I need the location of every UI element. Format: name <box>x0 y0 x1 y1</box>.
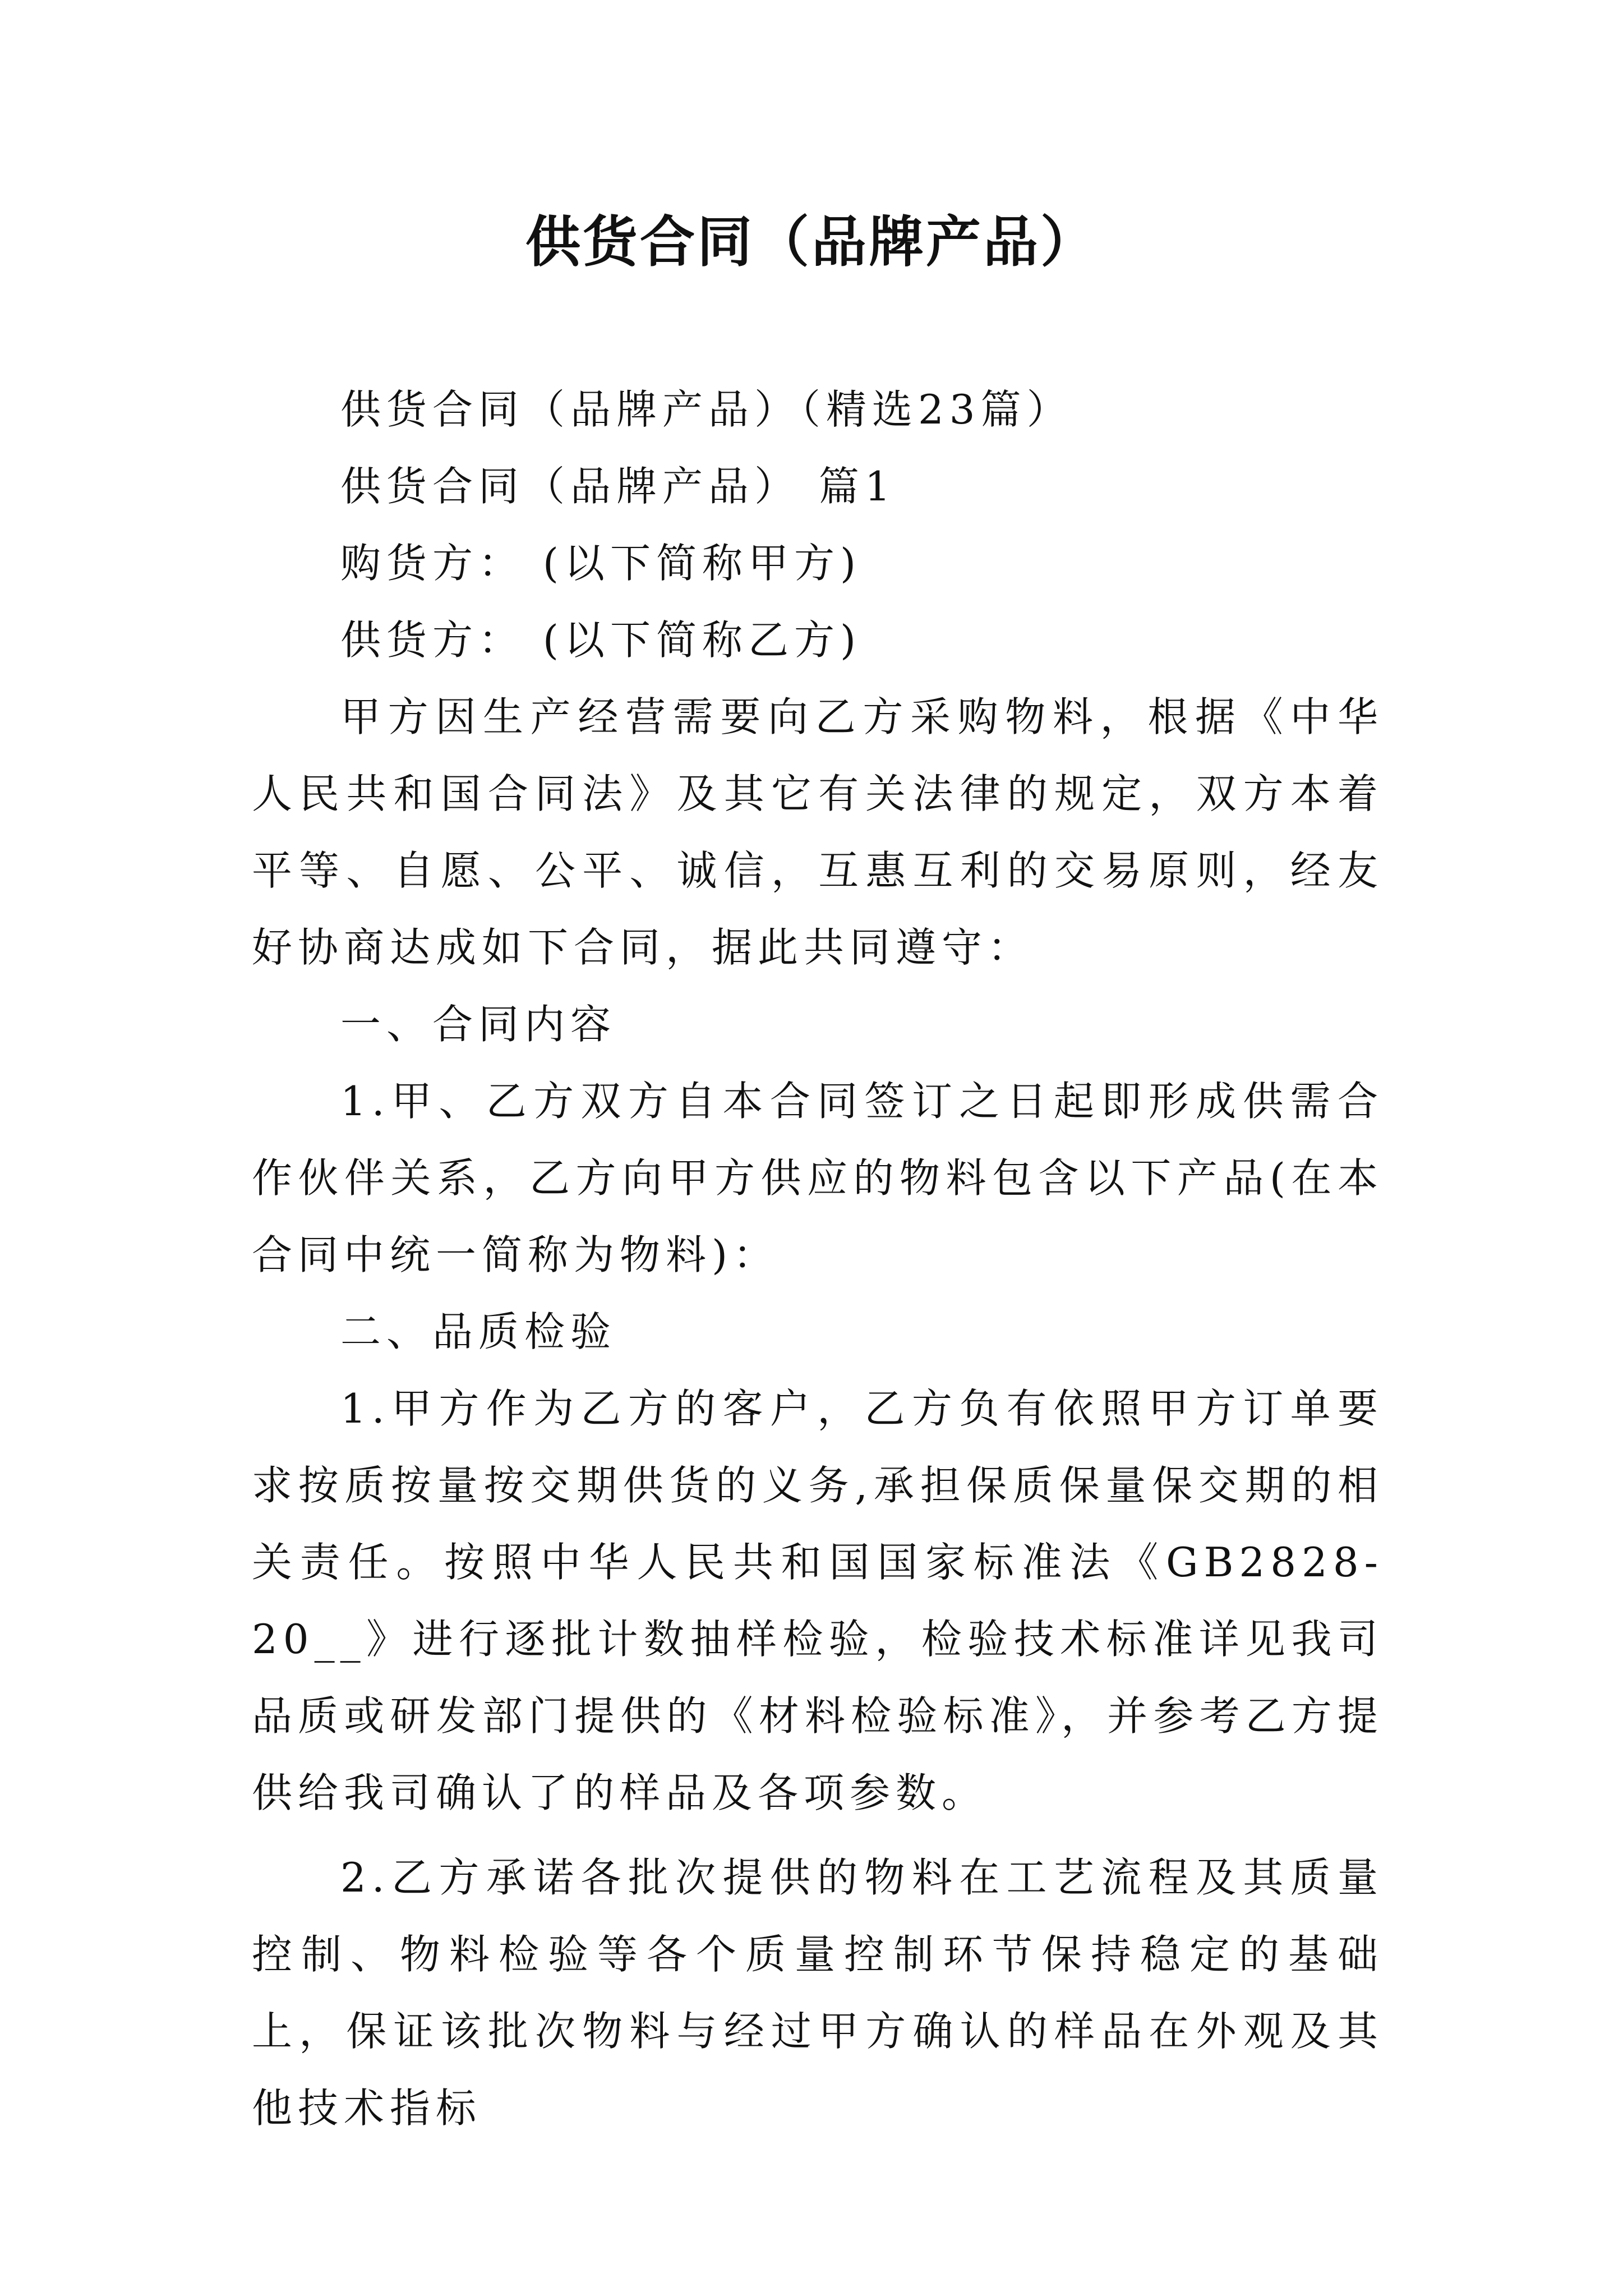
paragraph-clause-1-1: 1.甲、乙方双方自本合同签订之日起即形成供需合作伙伴关系，乙方向甲方供应的物料包含以下产品(在本合同中统一简称为物料)： <box>252 1078 1384 1278</box>
paragraph-clause-2-1: 1.甲方作为乙方的客户，乙方负有依照甲方订单要求按质按量按交期供货的义务,承担保质保量保交期的相关责任。按照中华人民共和国国家标准法《GB2828-20__》进行逐批计数抽样检验，检验技术标准详见我司品质或研发部门提供的《材料检验标准》，并参考乙方提供给我司确认了的样品及各项参数。 <box>252 1385 1384 1816</box>
paragraph-subtitle: 供货合同（品牌产品）（精选23篇） <box>340 386 1073 433</box>
paragraph-preamble: 甲方因生产经营需要向乙方采购物料，根据《中华人民共和国合同法》及其它有关法律的规定，双方本着平等、自愿、公平、诚信，互惠互利的交易原则，经友好协商达成如下合同，据此共同遵守： <box>252 693 1384 971</box>
paragraph-buyer: 购货方： (以下简称甲方) <box>340 540 862 587</box>
paragraph-section-heading: 供货合同（品牌产品） 篇1 <box>340 463 896 510</box>
paragraph-clause-2-2: 2.乙方承诺各批次提供的物料在工艺流程及其质量控制、物料检验等各个质量控制环节保持稳定的基础上，保证该批次物料与经过甲方确认的样品在外观及其他技术指标 <box>252 1854 1384 2132</box>
heading-contract-content: 一、合同内容 <box>340 1001 617 1048</box>
document-title: 供货合同（品牌产品） <box>525 210 1098 274</box>
paragraph-supplier: 供货方： (以下简称乙方) <box>340 616 862 664</box>
document-body <box>252 371 1384 2147</box>
heading-quality-inspection: 二、品质检验 <box>340 1308 617 1355</box>
